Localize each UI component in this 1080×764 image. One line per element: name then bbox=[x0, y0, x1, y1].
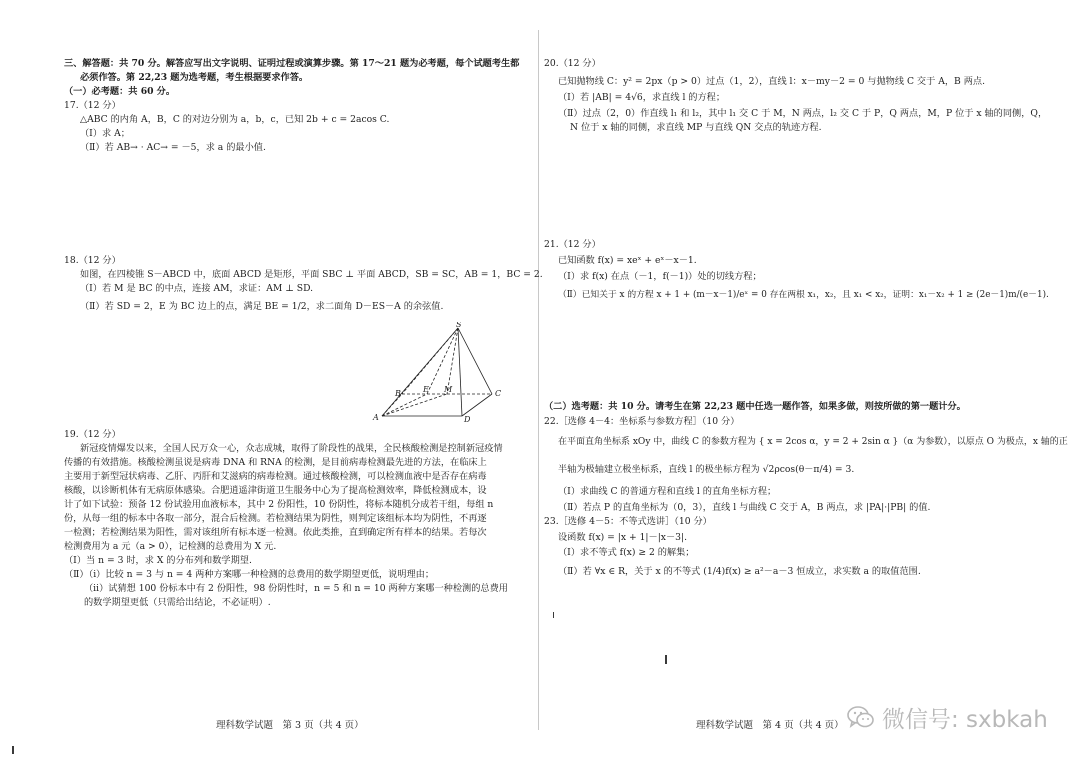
q19-line: 主要用于新型冠状病毒、乙肝、丙肝和艾滋病的病毒检测。通过核酸检测，可以检测血液中是否存在病毒 bbox=[64, 471, 487, 482]
q22-part1: （Ⅰ）求曲线 C 的普通方程和直线 l 的直角坐标方程； bbox=[558, 486, 777, 497]
q23-part2: （Ⅱ）若 ∀x ∈ R，关于 x 的不等式 (1/4)f(x) ≥ a²－a－3 恒成立，求实数 a 的取值范围. bbox=[558, 566, 921, 577]
q18-stem: 如图，在四棱锥 S－ABCD 中，底面 ABCD 是矩形，平面 SBC ⊥ 平面 ABCD，SB = SC，AB = 1，BC = 2. bbox=[80, 269, 543, 280]
q20-stem: 已知抛物线 C：y² = 2px（p > 0）过点（1，2），直线 l：x－my－2 = 0 与抛物线 C 交于 A，B 两点. bbox=[558, 76, 985, 87]
q17-part1: （Ⅰ）求 A； bbox=[80, 128, 130, 139]
q21-part1: （Ⅰ）求 f(x) 在点（－1，f(－1)）处的切线方程； bbox=[558, 271, 762, 282]
point-label-e: E bbox=[423, 385, 429, 394]
required-section-title: （一）必考题：共 60 分。 bbox=[64, 86, 176, 97]
section-heading-cont: 必须作答。第 22,23 题为选考题，考生根据要求作答。 bbox=[80, 72, 309, 83]
q23-stem: 设函数 f(x) = |x + 1|－|x－3|. bbox=[558, 532, 688, 543]
scan-mark bbox=[553, 612, 554, 618]
elective-section-title: （二）选考题：共 10 分。请考生在第 22,23 题中任选一题作答，如果多做，则按所做的第一题计分。 bbox=[544, 401, 966, 412]
vertex-label-a: A bbox=[373, 413, 379, 422]
exam-page-4 bbox=[540, 0, 1080, 764]
q19-line: 检测费用为 a 元（a > 0），记检测的总费用为 X 元. bbox=[64, 541, 277, 552]
vertex-label-d: D bbox=[464, 415, 471, 424]
vertex-label-b: B bbox=[395, 389, 401, 398]
q18-part2: （Ⅱ）若 SD = 2，E 为 BC 边上的点，满足 BE = 1/2，求二面角 D－ES－A 的余弦值. bbox=[80, 301, 444, 312]
q19-line: 一检测；若检测结果为阳性，需对该组所有标本逐一检测。依此类推，直到确定所有样本的结果。若每次 bbox=[64, 527, 487, 538]
scan-mark bbox=[12, 746, 14, 754]
q20-part2-cont: N 位于 x 轴的同侧，求直线 MP 与直线 QN 交点的轨迹方程. bbox=[570, 122, 822, 133]
q22-stem: 在平面直角坐标系 xOy 中，曲线 C 的参数方程为 { x = 2cos α，y = 2 + 2sin α }（α 为参数），以原点 O 为极点，x 轴的正 bbox=[558, 437, 1068, 447]
scan-mark bbox=[665, 655, 667, 664]
q19-part2-i: （Ⅱ）（ⅰ）比较 n = 3 与 n = 4 两种方案哪一种检测的总费用的数学期望更低，说明理由； bbox=[64, 569, 435, 580]
wechat-icon bbox=[846, 702, 876, 732]
q19-part1: （Ⅰ）当 n = 3 时，求 X 的分布列和数学期望. bbox=[64, 555, 252, 566]
q17-header: 17.（12 分） bbox=[64, 100, 121, 111]
q19-line: 份，从每一组的标本中各取一部分，混合后检测。若检测结果为阴性，则判定该组标本均为阴性，不再逐 bbox=[64, 513, 487, 524]
q23-part1: （Ⅰ）求不等式 f(x) ≥ 2 的解集； bbox=[558, 547, 695, 558]
q19-line: 计了如下试验：预备 12 份试验用血液标本，其中 2 份阳性，10 份阴性，将标本随机分成若干组，每组 n bbox=[64, 499, 494, 510]
q21-stem: 已知函数 f(x) = xeˣ + eˣ－x－1. bbox=[558, 255, 697, 266]
page-footer-right: 理科数学试题 第 4 页（共 4 页） bbox=[696, 720, 844, 731]
vertex-label-c: C bbox=[495, 389, 502, 398]
pyramid-figure bbox=[370, 322, 510, 426]
q18-header: 18.（12 分） bbox=[64, 255, 121, 266]
q21-header: 21.（12 分） bbox=[544, 239, 601, 250]
q17-stem: △ABC 的内角 A，B，C 的对边分别为 a，b，c，已知 2b + c = 2acos C. bbox=[80, 114, 390, 125]
q20-part2: （Ⅱ）过点（2，0）作直线 l₁ 和 l₂，其中 l₁ 交 C 于 M，N 两点，l₂ 交 C 于 P，Q 两点，M，P 位于 x 轴的同侧，Q， bbox=[558, 108, 1048, 119]
watermark-text: 微信号: sxbkah bbox=[882, 706, 1048, 733]
section-heading: 三、解答题：共 70 分。解答应写出文字说明、证明过程或演算步骤。第 17～21 题为必考题，每个试题考生都 bbox=[64, 58, 520, 69]
q19-header: 19.（12 分） bbox=[64, 429, 121, 440]
point-label-m: M bbox=[444, 385, 453, 394]
q19-line: 核酸，以诊断机体有无病原体感染。合肥逍遥津街道卫生服务中心为了提高检测效率，降低检测成本，设 bbox=[64, 485, 487, 496]
q22-stem-cont: 半轴为极轴建立极坐标系，直线 l 的极坐标方程为 √2ρcos(θ－π/4) = 3. bbox=[558, 464, 855, 475]
q20-part1: （Ⅰ）若 |AB| = 4√6，求直线 l 的方程； bbox=[558, 92, 726, 103]
q21-part2: （Ⅱ）已知关于 x 的方程 x + 1 + (m－x－1)/eˣ = 0 存在两根 x₁，x₂，且 x₁ < x₂，证明：x₁－x₂ + 1 ≥ (2e－1)m/(e－1). bbox=[558, 290, 1049, 300]
vertex-label-s: S bbox=[456, 322, 462, 329]
q22-part2: （Ⅱ）若点 P 的直角坐标为（0，3），直线 l 与曲线 C 交于 A，B 两点，求 |PA|·|PB| 的值. bbox=[558, 502, 931, 513]
q17-part2: （Ⅱ）若 AB→ · AC→ = －5，求 a 的最小值. bbox=[80, 142, 266, 153]
q22-header: 22.［选修 4－4：坐标系与参数方程］（10 分） bbox=[544, 416, 740, 427]
q19-part2-ii-cont: 的数学期望更低（只需给出结论，不必证明）. bbox=[84, 597, 271, 608]
q23-header: 23.［选修 4－5：不等式选讲］（10 分） bbox=[544, 516, 712, 527]
q19-line: 传播的有效措施。核酸检测虽说是病毒 DNA 和 RNA 的检测，是目前病毒检测最先进的方法，在临床上 bbox=[64, 457, 487, 468]
wechat-watermark bbox=[846, 700, 1048, 734]
q18-part1: （Ⅰ）若 M 是 BC 的中点，连接 AM，求证：AM ⊥ SD. bbox=[80, 283, 314, 294]
page-footer-left: 理科数学试题 第 3 页（共 4 页） bbox=[216, 720, 364, 731]
q19-part2-ii: （ⅱ）试猜想 100 份标本中有 2 份阳性，98 份阴性时，n = 5 和 n = 10 两种方案哪一种检测的总费用 bbox=[84, 583, 508, 594]
q20-header: 20.（12 分） bbox=[544, 58, 601, 69]
q19-line: 新冠疫情爆发以来，全国人民万众一心，众志成城，取得了阶段性的战果，全民核酸检测是控制新冠疫情 bbox=[80, 443, 503, 454]
